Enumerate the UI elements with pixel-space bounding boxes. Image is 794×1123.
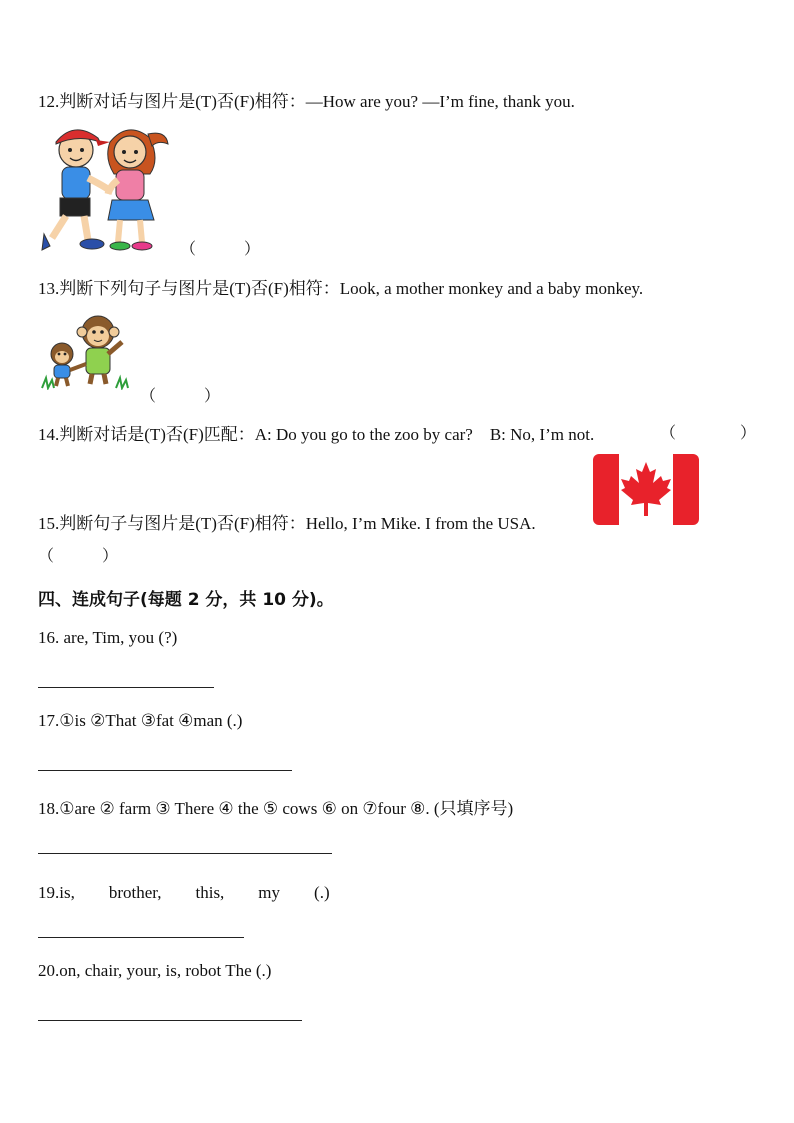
question-13-text: 13.判断下列句子与图片是(T)否(F)相符：Look, a mother monkey and a baby monkey.	[38, 279, 644, 298]
question-19-text: 19.is, brother, this, my (.)	[38, 883, 330, 902]
question-20-text: 20.on, chair, your, is, robot The (.)	[38, 961, 272, 980]
question-17-answer-line[interactable]	[38, 770, 292, 771]
canada-flag-icon	[593, 454, 699, 530]
question-13-answer-blank[interactable]: （ ）	[140, 388, 221, 405]
question-16-text: 16. are, Tim, you (?)	[38, 628, 178, 647]
question-18-answer-line[interactable]	[38, 853, 332, 854]
section-4-heading: 四、连成句子(每题 2 分，共 10 分)。	[38, 590, 334, 610]
question-19-answer-line[interactable]	[38, 937, 244, 938]
question-18-text: 18.①are ② farm ③ There ④ the ⑤ cows ⑥ on ⑦four ⑧. (只填序号)	[38, 799, 514, 818]
question-15-text: 15.判断句子与图片是(T)否(F)相符：Hello, I’m Mike. I from the USA.	[38, 514, 536, 533]
question-12-text: 12.判断对话与图片是(T)否(F)相符：—How are you? —I’m fine, thank you.	[38, 92, 575, 111]
question-15-answer-blank[interactable]: （ ）	[38, 548, 119, 565]
question-14-text: 14.判断对话是(T)否(F)匹配：A: Do you go to the zoo by car? B: No, I’m not.	[38, 425, 595, 444]
question-12-answer-blank[interactable]: （ ）	[180, 241, 261, 258]
question-14-answer-blank[interactable]: （ ）	[660, 425, 757, 442]
question-17-text: 17.①is ②That ③fat ④man (.)	[38, 711, 243, 730]
question-20-answer-line[interactable]	[38, 1020, 302, 1021]
question-16-answer-line[interactable]	[38, 687, 214, 688]
kids-greeting-icon	[38, 120, 174, 259]
monkeys-icon	[38, 310, 130, 395]
